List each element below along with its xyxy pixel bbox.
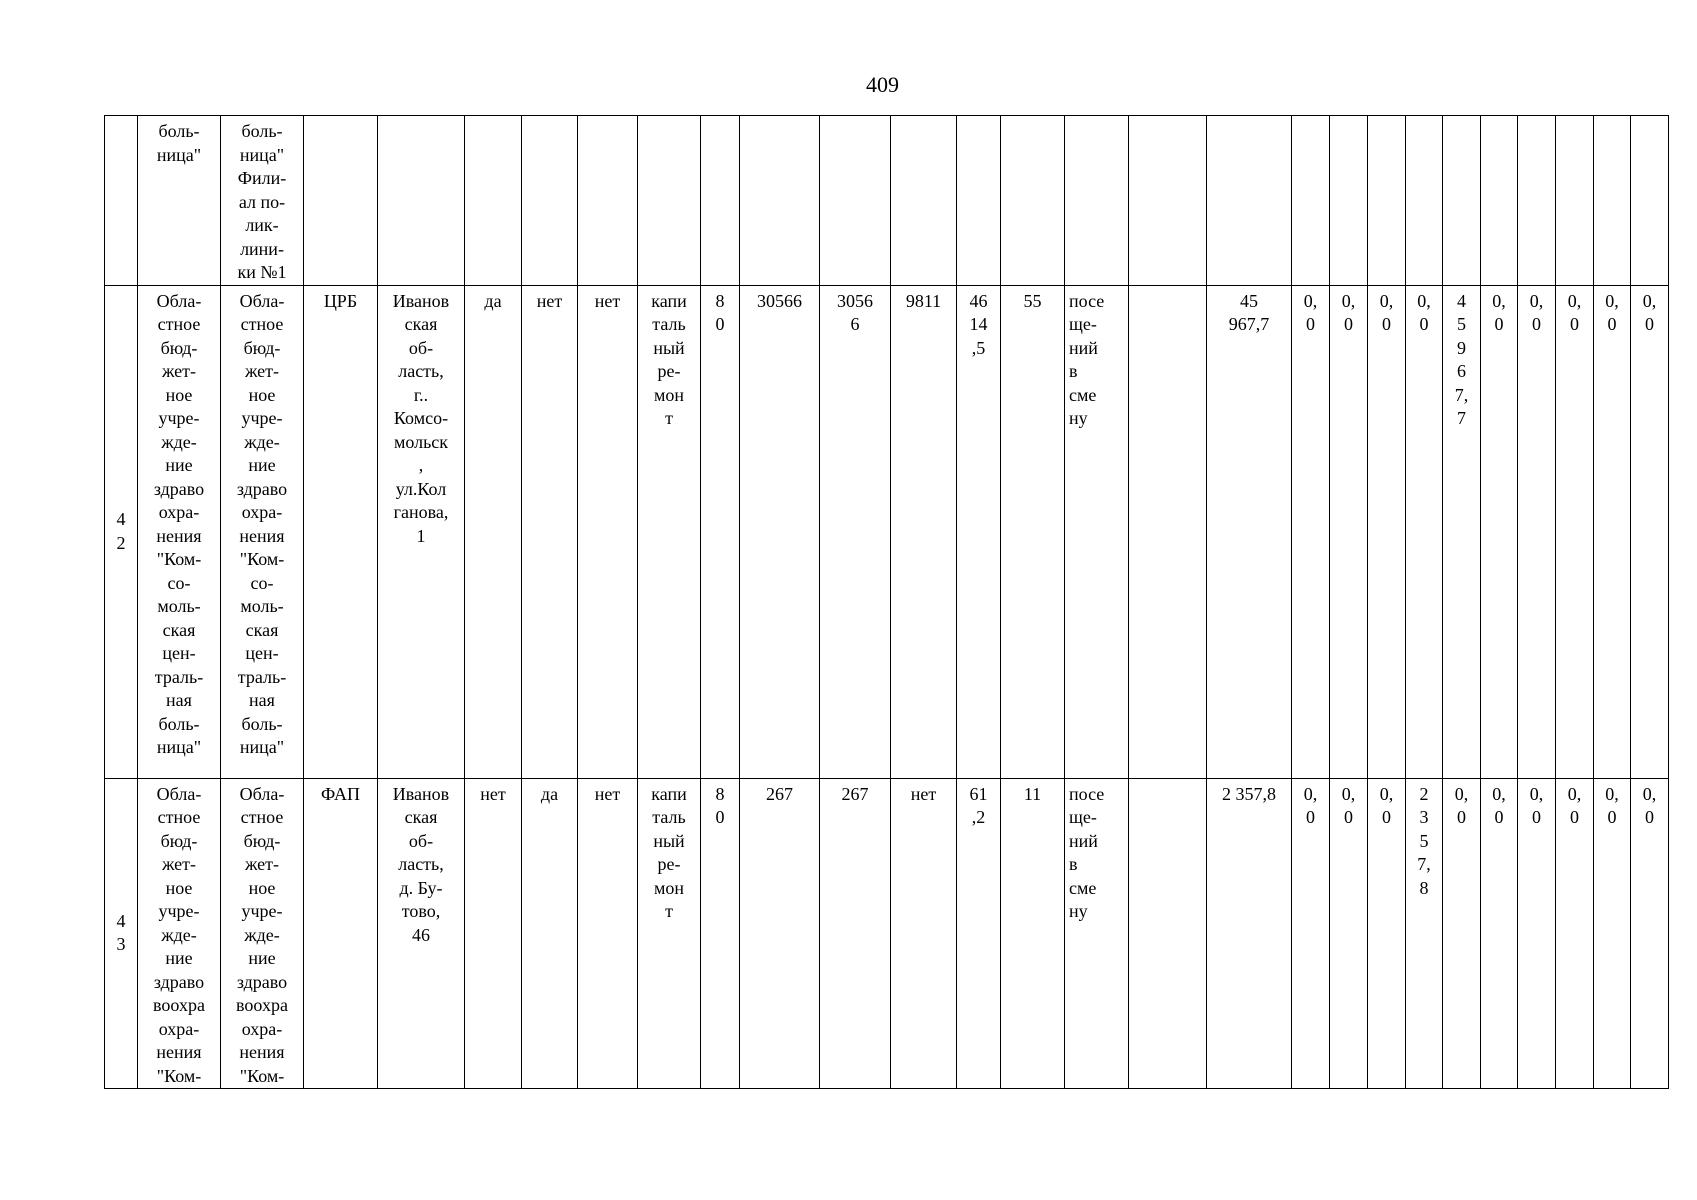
cell-text: посе ще- ний в сме ну	[1069, 783, 1105, 921]
cell-text: Иванов ская об- ласть, д. Бу- тово, 46	[392, 783, 450, 945]
table-cell	[1207, 285, 1292, 778]
table-cell	[701, 778, 740, 1089]
table-cell	[1443, 778, 1481, 1089]
cell-text: 61 ,2	[969, 783, 988, 827]
table-cell	[1556, 285, 1594, 778]
cell-text: 4 2	[116, 509, 126, 553]
cell-text: 2 3 5 7, 8	[1417, 783, 1431, 898]
cell-text: 0, 0	[1605, 783, 1619, 827]
table-cell	[957, 285, 1001, 778]
table-cell	[378, 778, 465, 1089]
cell-text: нет	[594, 783, 621, 804]
table-cell	[1556, 778, 1594, 1089]
cell-text: Обла- стное бюд- жет- ное учре- жде- ние здраво охра- нения "Ком- со- моль- ская цен- траль- ная боль- ница"	[153, 290, 205, 757]
table-cell	[1001, 116, 1065, 286]
table-cell	[1330, 778, 1368, 1089]
table-row	[105, 116, 1669, 286]
table-cell	[740, 778, 820, 1089]
table-cell	[1330, 116, 1368, 286]
cell-text: 0, 0	[1492, 290, 1506, 334]
cell-text: посе ще- ний в сме ну	[1069, 290, 1105, 428]
table-cell	[221, 116, 304, 286]
cell-text: ЦРБ	[323, 290, 358, 311]
table-cell	[304, 778, 378, 1089]
table-cell	[820, 285, 891, 778]
table-cell	[578, 778, 638, 1089]
table-cell	[578, 116, 638, 286]
table-cell	[1443, 285, 1481, 778]
cell-text: Обла- стное бюд- жет- ное учре- жде- ние здраво воохра охра- нения "Ком-	[153, 783, 205, 1086]
table-cell	[1065, 285, 1129, 778]
cell-text: Обла- стное бюд- жет- ное учре- жде- ние здраво воохра охра- нения "Ком-	[236, 783, 288, 1086]
table-cell	[522, 116, 578, 286]
table-cell	[465, 778, 522, 1089]
table-cell	[638, 778, 701, 1089]
table-cell	[1001, 285, 1065, 778]
table-cell	[138, 778, 221, 1089]
table-cell	[957, 116, 1001, 286]
cell-text: 267	[766, 783, 793, 804]
cell-text: 9811	[905, 290, 942, 311]
table-cell	[1368, 116, 1406, 286]
cell-text: 0, 0	[1567, 783, 1582, 827]
cell-text: 55	[1023, 290, 1042, 311]
table-cell	[465, 116, 522, 286]
table-cell	[105, 116, 138, 286]
page-number: 409	[866, 72, 899, 97]
table-cell	[701, 285, 740, 778]
table-cell	[638, 285, 701, 778]
cell-text: 0, 0	[1642, 290, 1657, 334]
table-cell	[522, 778, 578, 1089]
table-cell	[1065, 778, 1129, 1089]
cell-text: 0, 0	[1303, 290, 1318, 334]
table-cell	[378, 285, 465, 778]
cell-text: 0, 0	[1529, 290, 1544, 334]
table-cell	[891, 285, 957, 778]
table-cell	[957, 778, 1001, 1089]
table-cell	[1594, 778, 1631, 1089]
cell-text: 4 3	[116, 910, 126, 955]
cell-text: 0, 0	[1341, 290, 1356, 334]
cell-text: капи таль ный ре- мон т	[651, 783, 687, 921]
cell-text: да	[540, 783, 559, 804]
table-cell	[1406, 116, 1443, 286]
table-cell	[1406, 285, 1443, 778]
cell-text: 0, 0	[1341, 783, 1356, 827]
table-cell	[1292, 778, 1330, 1089]
table-cell	[1368, 285, 1406, 778]
table-cell	[1001, 778, 1065, 1089]
table-cell	[105, 778, 138, 1089]
table-cell	[1207, 116, 1292, 286]
table-cell	[1292, 116, 1330, 286]
table-row	[105, 285, 1669, 778]
table-cell	[891, 116, 957, 286]
cell-text: 0, 0	[1379, 290, 1394, 334]
table-cell	[1631, 116, 1669, 286]
cell-text: Иванов ская об- ласть, г.. Комсо- мольск , ул.Кол ганова, 1	[392, 290, 450, 546]
cell-text: 0, 0	[1492, 783, 1506, 827]
table-cell	[304, 285, 378, 778]
cell-text: Обла- стное бюд- жет- ное учре- жде- ние здраво охра- нения "Ком- со- моль- ская цен- траль- ная боль- ница"	[236, 290, 288, 757]
cell-text: 8 0	[715, 783, 725, 827]
cell-text: капи таль ный ре- мон т	[651, 290, 687, 428]
table-cell	[1556, 116, 1594, 286]
table-cell	[138, 285, 221, 778]
cell-text: 0, 0	[1303, 783, 1318, 827]
cell-text: 8 0	[715, 290, 725, 334]
table-cell	[740, 285, 820, 778]
table-cell	[1631, 778, 1669, 1089]
table-cell	[1129, 285, 1207, 778]
cell-text: 0, 0	[1417, 290, 1431, 334]
cell-text: 0, 0	[1642, 783, 1657, 827]
cell-text: боль- ница" Фили- ал по- лик- лини- ки №1	[237, 121, 287, 282]
table-cell	[1594, 285, 1631, 778]
cell-text: 30566	[757, 290, 802, 311]
table-cell	[820, 116, 891, 286]
cell-text: 46 14 ,5	[969, 290, 988, 358]
table-cell	[740, 116, 820, 286]
cell-text: нет	[480, 783, 506, 804]
cell-text: нет	[594, 290, 621, 311]
cell-text: боль- ница"	[156, 121, 202, 165]
cell-text: ФАП	[320, 783, 361, 804]
cell-text: 0, 0	[1379, 783, 1394, 827]
table-cell	[1443, 116, 1481, 286]
table-cell	[1518, 116, 1556, 286]
table-cell	[1518, 778, 1556, 1089]
cell-text: 3056 6	[837, 290, 873, 334]
table-cell	[138, 116, 221, 286]
cell-text: 0, 0	[1529, 783, 1544, 827]
table-cell	[1481, 116, 1518, 286]
table-cell	[221, 778, 304, 1089]
table-cell	[221, 285, 304, 778]
cell-text: 0, 0	[1605, 290, 1619, 334]
table-cell	[465, 285, 522, 778]
cell-text: нет	[910, 783, 937, 804]
table-cell	[378, 116, 465, 286]
cell-text: 0, 0	[1454, 783, 1469, 827]
table-cell	[578, 285, 638, 778]
cell-text: 2 357,8	[1222, 783, 1276, 804]
table-cell	[1594, 116, 1631, 286]
facility-register-table	[104, 115, 1669, 1089]
table-cell	[1129, 116, 1207, 286]
table-cell	[701, 116, 740, 286]
table-cell	[891, 778, 957, 1089]
table-cell	[1065, 116, 1129, 286]
cell-text: да	[484, 290, 502, 311]
table-cell	[1330, 285, 1368, 778]
table-cell	[1481, 285, 1518, 778]
cell-text: 267	[841, 783, 869, 804]
cell-text: нет	[536, 290, 563, 311]
cell-text: 11	[1023, 783, 1042, 804]
table-cell	[820, 778, 891, 1089]
table-cell	[1518, 285, 1556, 778]
table-cell	[1292, 285, 1330, 778]
table-cell	[1207, 778, 1292, 1089]
table-cell	[105, 285, 138, 778]
table-cell	[1129, 778, 1207, 1089]
table-cell	[304, 116, 378, 286]
table-cell	[522, 285, 578, 778]
cell-text: 45 967,7	[1228, 290, 1270, 334]
table-row	[105, 778, 1669, 1089]
table-cell	[1368, 778, 1406, 1089]
table-cell	[1631, 285, 1669, 778]
table-cell	[1406, 778, 1443, 1089]
cell-text: 0, 0	[1567, 290, 1582, 334]
cell-text: 4 5 9 6 7, 7	[1454, 290, 1469, 428]
table-cell	[1481, 778, 1518, 1089]
table-cell	[638, 116, 701, 286]
